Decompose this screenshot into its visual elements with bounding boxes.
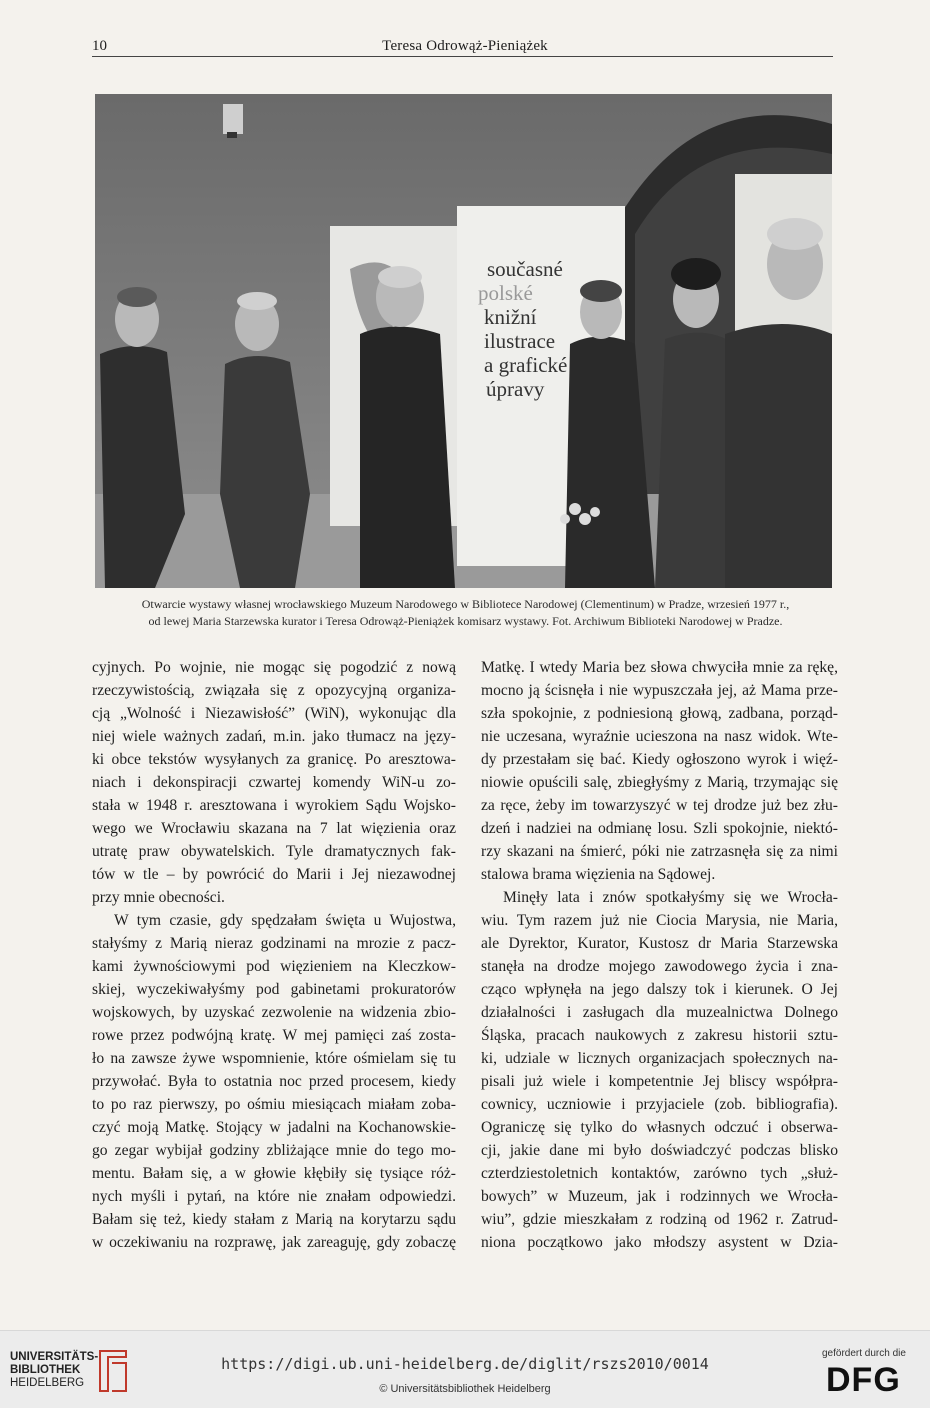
text-line: utratę praw obywatelskich. Tyle dramatycznych fak- — [92, 843, 456, 860]
text-line: niowie opuścili salę, zbiegłyśmy z Marią, trzymając się — [481, 774, 838, 791]
text-line: cyjnych. Po wojnie, nie mogąc się pogodzić z nową — [92, 659, 456, 676]
text-line: Bałam się też, kiedy stałam z Marią na korytarzu sądu — [92, 1211, 456, 1228]
text-line: bowych” w Muzeum, jak i rodzinnych we Wrocła- — [481, 1188, 838, 1205]
text-line: wojskowych, by uzyskać zezwolenie na widzenia zbio- — [92, 1004, 456, 1021]
dfg-logo[interactable]: DFG — [826, 1361, 901, 1399]
text-line: nych myśli i pytań, na które nie znałam odpowiedzi. — [92, 1188, 456, 1205]
library-name-line: UNIVERSITÄTS- — [10, 1351, 99, 1363]
text-line: stała w 1948 r. aresztowana i wyrokiem Sądu Wojsko- — [92, 797, 456, 814]
panel-text-line: knižní — [484, 305, 537, 329]
exhibition-photo — [95, 94, 832, 588]
caption-line: Otwarcie wystawy własnej wrocławskiego Muzeum Narodowego w Bibliotece Narodowej (Clementinum) w Pradze, wrzesień 1977 r., — [141, 597, 790, 611]
text-line: cji, jakie dane mi było doświadczyć podczas blisko — [481, 1142, 838, 1159]
text-line: skiej, wyczekiwałyśmy pod gabinetami prokuratorów — [92, 981, 456, 998]
text-line: mentu. Bałam się, a w głowie kłębiły się tysiące róż- — [92, 1165, 456, 1182]
text-line: mocno ją ścisnęła i nie wypuszczała jej, aż Mama prze- — [481, 682, 838, 699]
text-line: w oczekiwaniu na rozprawę, jak zareaguję, gdy zobaczę — [92, 1234, 456, 1251]
text-line: ki obce tekstów wysyłanych za granicę. Po aresztowa- — [92, 751, 456, 768]
text-line: rowe przez podwójną kratę. W mej pamięci zaś zosta- — [92, 1027, 456, 1044]
text-line: go zegar wybijał godziny zbliżające mnie do tego mo- — [92, 1142, 456, 1159]
text-line: czterdziestoletnich kontaktów, zarówno tych „służ- — [481, 1165, 838, 1182]
copyright-notice: © Universitätsbibliothek Heidelberg — [379, 1383, 551, 1395]
text-line: ło na zawsze żywe wspomnienie, które ośmielam się tu — [92, 1050, 456, 1067]
funding-label: gefördert durch die — [822, 1348, 906, 1359]
text-line: przy mnie obecności. — [92, 889, 225, 906]
panel-text-line: současné — [487, 257, 563, 281]
page-number: 10 — [92, 38, 107, 54]
text-line: Ograniczę się tylko do własnych odczuć i obserwa- — [481, 1119, 838, 1136]
text-line: dy przestałam się bać. Kiedy ogłoszono wyrok i więź- — [481, 751, 838, 768]
text-line: stałyśmy z Marią nieraz godzinami na mrozie z pacz- — [92, 935, 456, 952]
viewer-footer — [0, 1330, 930, 1408]
text-line: wiu”, gdzie mieszkałam z rodziną od 1962 r. Zatrud- — [481, 1211, 838, 1228]
text-line: Minęły lata i znów spotkałyśmy się we Wrocła- — [503, 889, 838, 906]
text-line: stalowa brama więzienia na Sądowej. — [481, 866, 716, 883]
panel-text-line: úpravy — [486, 377, 545, 401]
text-line: niach i dekonspiracji czwartej komendy WiN-u zo- — [92, 774, 456, 791]
library-name-line: HEIDELBERG — [10, 1377, 85, 1389]
text-line: za ręce, żeby im towarzyszyć w tej drodze już bez złu- — [481, 797, 838, 814]
panel-text-line: ilustrace — [484, 329, 556, 353]
text-line: Matkę. I wtedy Maria bez słowa chwyciła mnie za rękę, — [481, 659, 838, 676]
text-line: działalności i zasługach dla muzealnictwa Dolnego — [481, 1004, 838, 1021]
text-line: stanęła na drodze mojego zawodowego życia i zna- — [481, 958, 838, 975]
text-line: cząco wpłynęła na jego dalszy tok i kierunek. O Jej — [481, 981, 838, 998]
text-line: wiu. Tym razem już nie Ciocia Marysia, nie Maria, — [481, 912, 838, 929]
text-line: tów w tle – by powrócić do Marii i Jej niezawodnej — [92, 866, 456, 883]
text-line: niej wiele ważnych zadań, m.in. jako tłumacz na języ- — [92, 728, 456, 745]
text-line: cownicy, uczniowie i przyjaciele (zob. bibliografia). — [481, 1096, 838, 1113]
panel-text-line: a grafické — [484, 353, 568, 377]
text-column-right — [481, 656, 838, 1254]
text-line: rzy skazani na śmierć, póki nie zatrzasnęła się za nimi — [481, 843, 838, 860]
library-name-line: BIBLIOTHEK — [10, 1364, 81, 1376]
text-line: ale Dyrektor, Kurator, Kustosz dr Maria Starzewska — [481, 935, 838, 952]
text-line: szła spokojnie, z podniesioną głową, zadbana, porząd- — [481, 705, 838, 722]
text-line: kami żywnościowymi pod więzieniem na Kleczkow- — [92, 958, 456, 975]
panel-text-line: polské — [478, 281, 533, 305]
text-line: ki, udziale w licznych organizacjach społecznych na- — [481, 1050, 838, 1067]
text-line: wego we Wrocławiu skazana na 7 lat więzienia oraz — [92, 820, 456, 837]
running-title: Teresa Odrowąż-Pieniążek — [382, 38, 548, 54]
text-line: to po raz pierwszy, po ośmiu miesiącach miałam zoba- — [92, 1096, 456, 1113]
text-line: pisali już wiele i kompetentnie Jej bliscy współpra- — [481, 1073, 838, 1090]
text-line: niona początkowo jako młodszy asystent w Dzia- — [481, 1234, 838, 1251]
document-url-link[interactable]: https://digi.ub.uni-heidelberg.de/diglit/rszs2010/0014 — [221, 1355, 709, 1373]
photo-caption — [92, 596, 839, 630]
header-rule — [92, 56, 833, 57]
text-line: rzeczywistością, związała się z opozycyjną organiza- — [92, 682, 456, 699]
text-line: Śląska, pracach naukowych z zakresu historii sztu- — [481, 1027, 838, 1044]
text-column-left — [92, 656, 456, 1254]
text-line: dzeń i nadziei na odmianę losu. Szli spokojnie, niektó- — [481, 820, 838, 837]
text-line: czyć moją Matkę. Stojący w jadalni na Kochanowskie- — [92, 1119, 456, 1136]
text-line: nie uczesana, wyraźnie ucieszona na nasz widok. Wte- — [481, 728, 838, 745]
text-line: W tym czasie, gdy spędzałam święta u Wujostwa, — [114, 912, 456, 929]
text-line: przywołać. Była to ostatnia noc przed procesem, kiedy — [92, 1073, 456, 1090]
caption-line: od lewej Maria Starzewska kurator i Teresa Odrowąż-Pieniążek komisarz wystawy. Fot. Archiwum Biblioteki Narodowej w Pradze. — [148, 614, 783, 628]
text-line: cją „Wolność i Niezawisłość” (WiN), wykonując dla — [92, 705, 456, 722]
